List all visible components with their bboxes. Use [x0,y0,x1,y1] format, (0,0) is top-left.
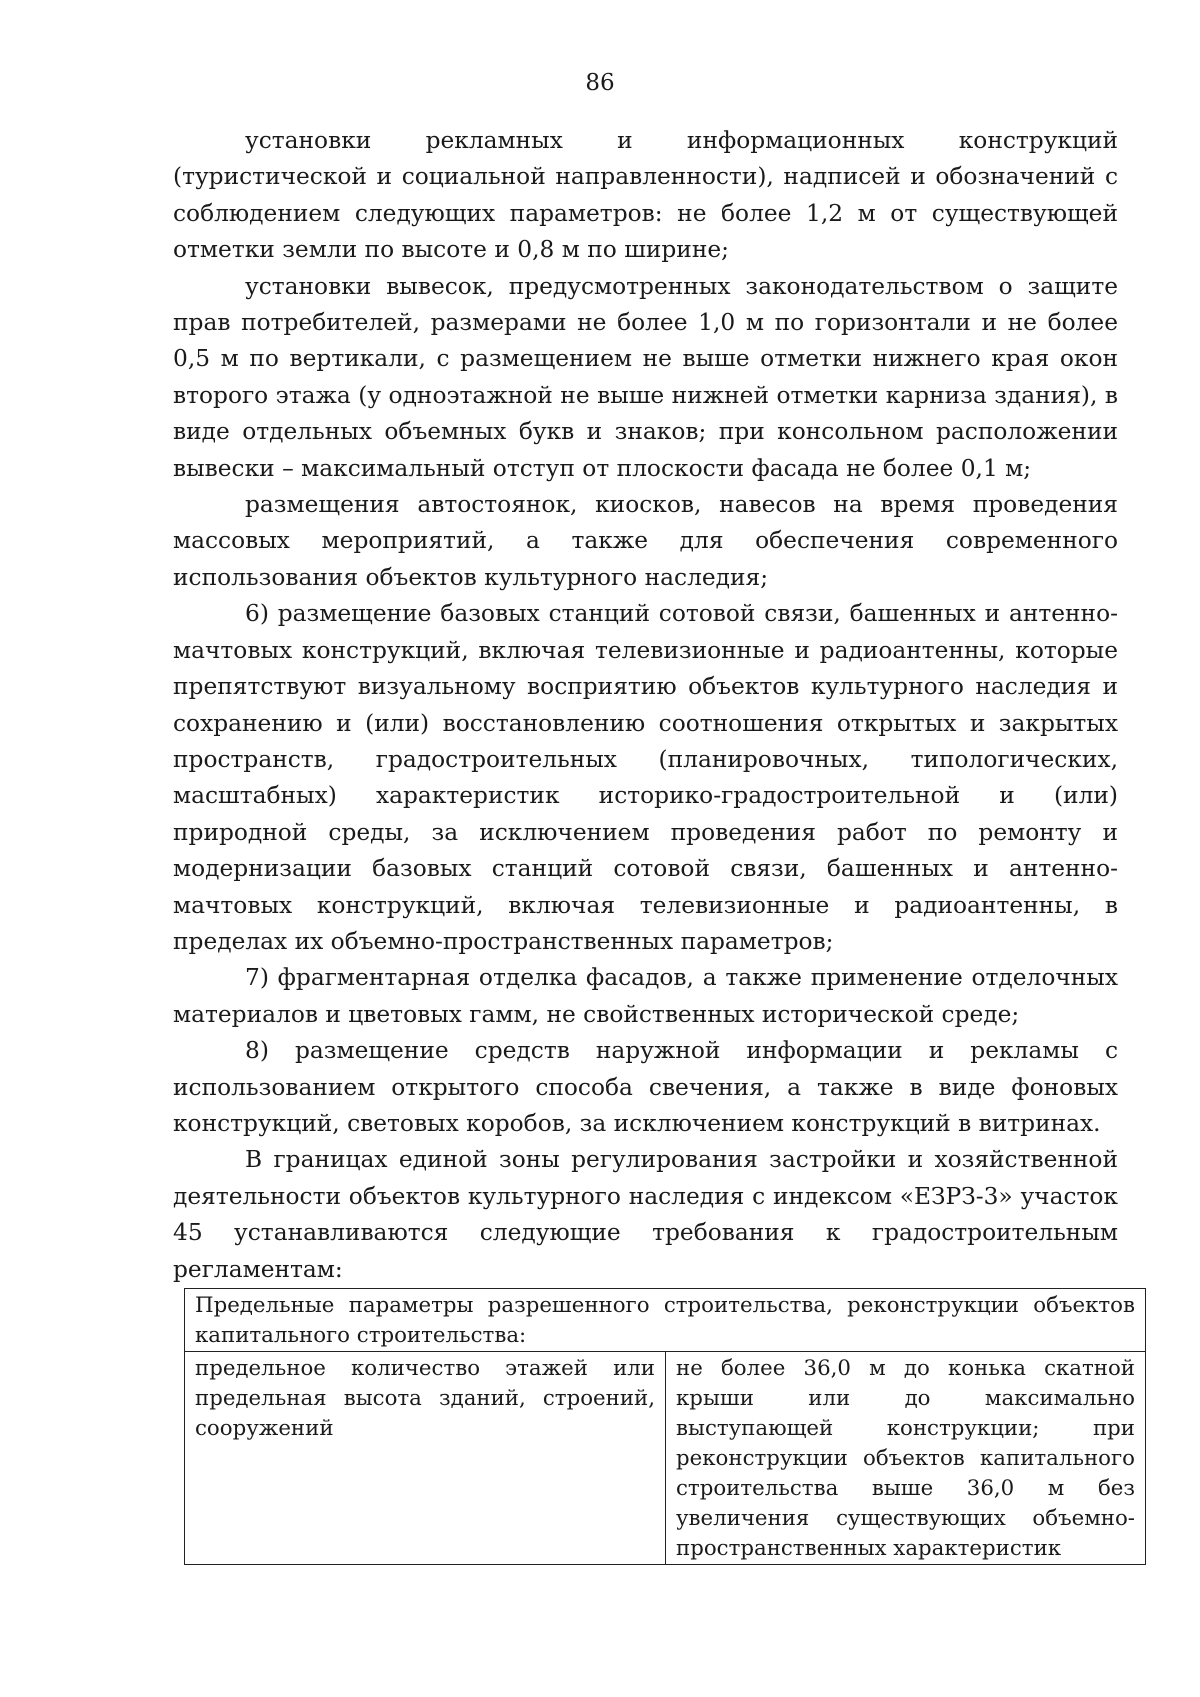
paragraph-zone-requirements: В границах единой зоны регулирования застройки и хозяйственной деятельности объектов культурного наследия с индексом «ЕЗРЗ-3» участок 45 устанавливаются следующие требования к градостроительным регламентам: [173,1146,1118,1283]
table-cell-value: не более 36,0 м до конька скатной крыши или до максимально выступающей конструкции; при реконструкции объектов капитального строительства выше 36,0 м без увеличения существующих объемно-пространственных характеристик [666,1352,1146,1565]
paragraph-item-8: 8) размещение средств наружной информации и рекламы с использованием открытого способа свечения, а также в виде фоновых конструкций, световых коробов, за исключением конструкций в витринах. [173,1037,1118,1137]
paragraph-signboards: установки вывесок, предусмотренных законодательством о защите прав потребителей, размерами не более 1,0 м по горизонтали и не более 0,5 м по вертикали, с размещением не выше отметки нижнего края окон второго этажа (у одноэтажной не выше нижней отметки карниза здания), в виде отдельных объемных букв и знаков; при консольном расположении вывески – максимальный отступ от плоскости фасада не более 0,1 м; [173,272,1118,482]
table-row [185,1352,1146,1565]
paragraph-parking-kiosks: размещения автостоянок, киосков, навесов на время проведения массовых мероприятий, а также для обеспечения современного использования объектов культурного наследия; [173,491,1118,591]
paragraph-item-6: 6) размещение базовых станций сотовой связи, башенных и антенно-мачтовых конструкций, включая телевизионные и радиоантенны, которые препятствуют визуальному восприятию объектов культурного наследия и сохранению и (или) восстановлению соотношения открытых и закрытых пространств, градостроительных (планировочных, типологических, масштабных) характеристик историко-градостроительной и (или) природной среды, за исключением проведения работ по ремонту и модернизации базовых станций сотовой связи, башенных и антенно-мачтовых конструкций, включая телевизионные и радиоантенны, в пределах их объемно-пространственных параметров; [173,600,1118,955]
document-body [173,123,1118,1288]
paragraph-item-7: 7) фрагментарная отделка фасадов, а также применение отделочных материалов и цветовых гамм, не свойственных исторической среде; [173,964,1118,1028]
regulations-table [184,1288,1146,1565]
paragraph-advertising-structures: установки рекламных и информационных конструкций (туристической и социальной направленности), надписей и обозначений с соблюдением следующих параметров: не более 1,2 м от существующей отметки земли по высоте и 0,8 м по ширине; [173,127,1118,264]
table-cell-parameter: предельное количество этажей или предельная высота зданий, строений, сооружений [185,1352,666,1565]
table-header-row [185,1289,1146,1352]
table-header-cell: Предельные параметры разрешенного строительства, реконструкции объектов капитального строительства: [185,1289,1146,1352]
page-number: 86 [585,70,615,96]
